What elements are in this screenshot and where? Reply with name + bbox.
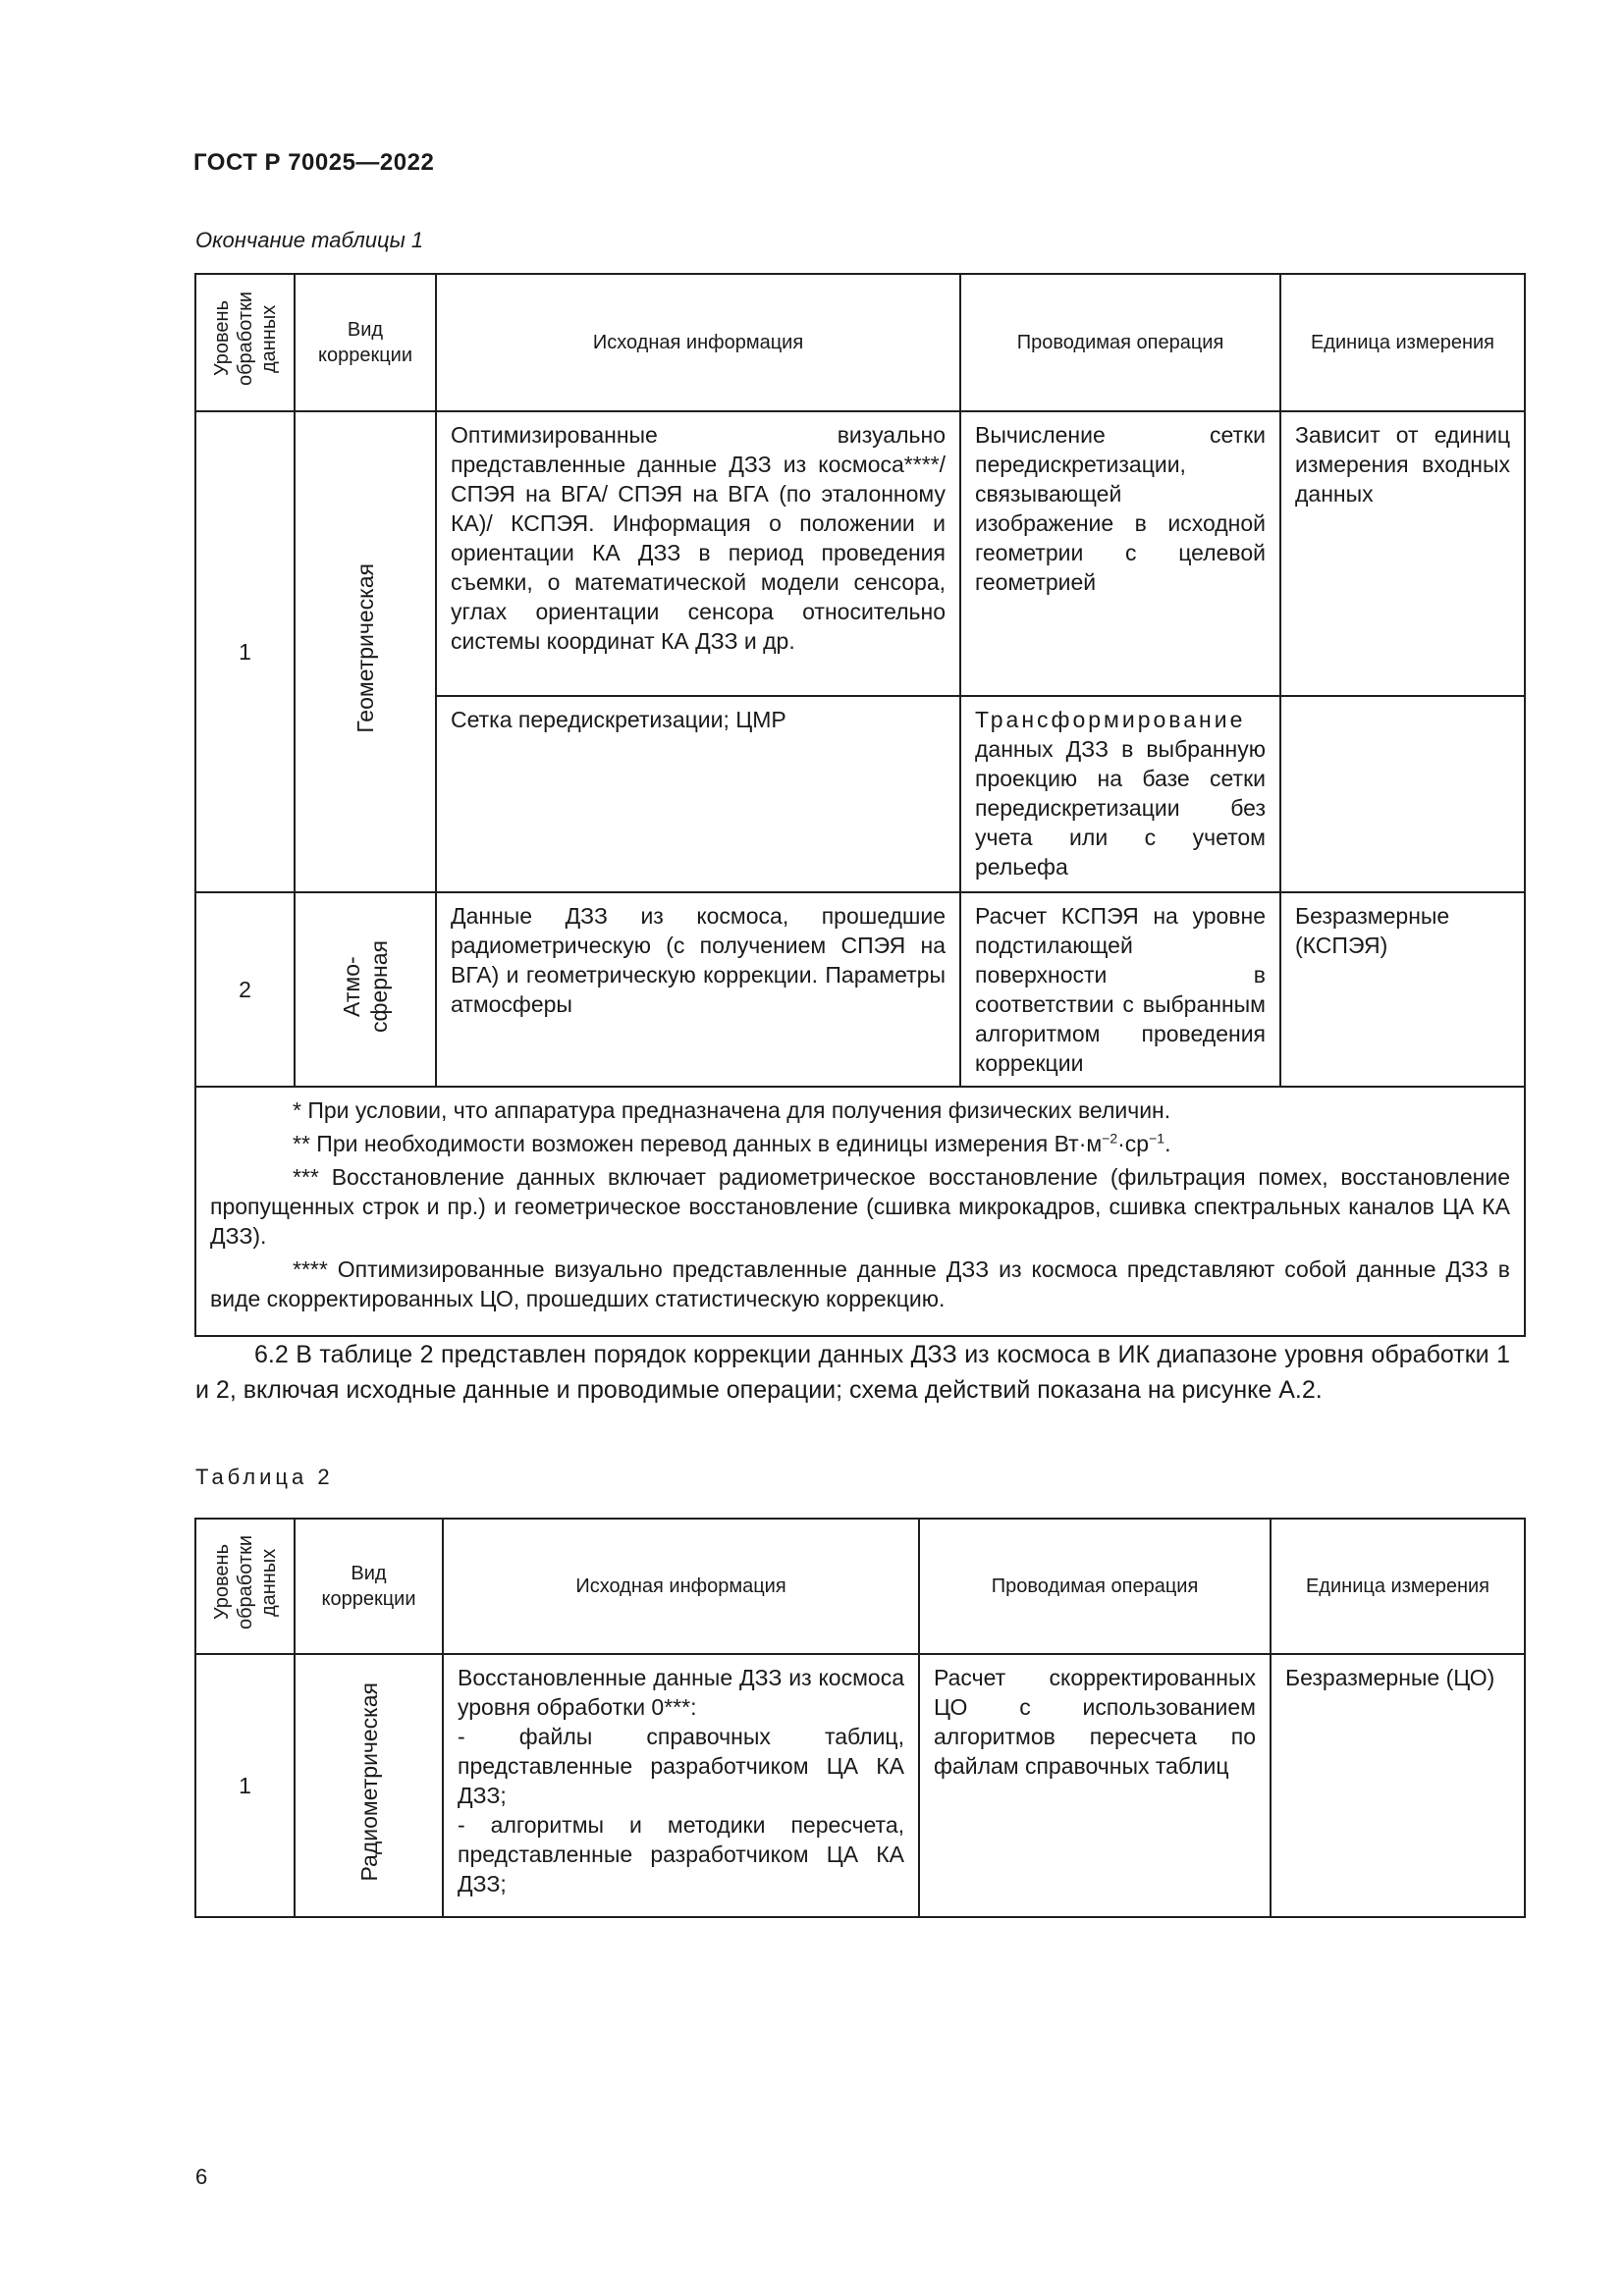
table1-row1-kind: Геометрическая [295, 411, 436, 892]
table1-row-2 [195, 892, 1525, 1087]
note-3: *** Восстановление данных включает радиометрическое восстановление (фильтрация помех, восстановление пропущенных строк и пр.) и геометрическое восстановление (сшивка микрокадров, сшивка спектральных каналов ЦА КА ДЗЗ). [210, 1164, 1510, 1249]
document-code-header: ГОСТ Р 70025—2022 [193, 149, 435, 176]
table2-caption: Таблица 2 [195, 1465, 334, 1489]
table2-row1-source: Восстановленные данные ДЗЗ из космоса уровня обработки 0***: - файлы справочных таблиц, представленные разработчиком ЦА КА ДЗЗ; - алгоритмы и методики пересчета, представленные разработчиком ЦА КА ДЗЗ; [443, 1654, 919, 1917]
note-1: * При условии, что аппаратура предназначена для получения физических величин. [293, 1097, 1171, 1123]
table2-header-kind: Вид коррекции [295, 1519, 443, 1654]
table1-header-level: Уровень обработки данных [195, 274, 295, 411]
table1-caption: Окончание таблицы 1 [195, 228, 424, 252]
table2-row1-kind: Радиометрическая [295, 1654, 443, 1917]
table1-row2-operation: Расчет КСПЭЯ на уровне подстилающей поверхности в соответствии с выбранным алгоритмом проведения коррекции [960, 892, 1280, 1087]
note-2: ** При необходимости возможен перевод данных в единицы измерения $Вт\cdot м^{-2}\cdot ср^{-1}$. [293, 1130, 1171, 1156]
table1-row2-source: Данные ДЗЗ из космоса, прошедшие радиометрическую (с получением СПЭЯ на ВГА) и геометрическую коррекции. Параметры атмосферы [436, 892, 960, 1087]
paragraph-6-2: 6.2 В таблице 2 представлен порядок коррекции данных ДЗЗ из космоса в ИК диапазоне уровня обработки 1 и 2, включая исходные данные и проводимые операции; схема действий показана на рисунке А.2. [195, 1341, 1510, 1404]
table1-header-operation: Проводимая операция [960, 274, 1280, 411]
table2-header-row [195, 1519, 1525, 1654]
table1-header-source: Исходная информация [436, 274, 960, 411]
table1-row2-level: 2 [195, 892, 295, 1087]
table1-row1a-source: Оптимизированные визуально представленные данные ДЗЗ из космоса****/СПЭЯ на ВГА/ СПЭЯ на ВГА (по эталонному КА)/ КСПЭЯ. Информация о положении и ориентации КА ДЗЗ в период проведения съемки, о математической модели сенсора, углах ориентации сенсора относительно системы координат КА ДЗЗ и др. [436, 411, 960, 696]
table1-row1b-operation: Трансформирование данных ДЗЗ в выбранную проекцию на базе сетки передискретизации без учета или с учетом рельефа [960, 696, 1280, 892]
table1-header-row [195, 274, 1525, 411]
table1-header-unit: Единица измерения [1280, 274, 1525, 411]
table1-header-kind: Вид коррекции [295, 274, 436, 411]
table1-row1a-operation: Вычисление сетки передискретизации, связывающей изображение в исходной геометрии с целевой геометрией [960, 411, 1280, 696]
table1-notes [195, 1087, 1525, 1336]
table2-row1-level: 1 [195, 1654, 295, 1917]
table1-row2-unit: Безразмерные (КСПЭЯ) [1280, 892, 1525, 1087]
table2-header-source: Исходная информация [443, 1519, 919, 1654]
table2-header-level: Уровень обработки данных [195, 1519, 295, 1654]
table1 [194, 273, 1526, 1337]
table1-notes-row [195, 1087, 1525, 1336]
table2-header-unit: Единица измерения [1271, 1519, 1525, 1654]
note-4: **** Оптимизированные визуально представленные данные ДЗЗ из космоса представляют собой данные ДЗЗ в виде скорректированных ЦО, прошедших статистическую коррекцию. [210, 1256, 1510, 1311]
table2-row1-operation: Расчет скорректированных ЦО с использованием алгоритмов пересчета по файлам справочных таблиц [919, 1654, 1271, 1917]
table1-row1a-unit: Зависит от единиц измерения входных данных [1280, 411, 1525, 696]
table2-row1-unit: Безразмерные (ЦО) [1271, 1654, 1525, 1917]
table1-row2-kind: Атмо- сферная [295, 892, 436, 1087]
page-number: 6 [195, 2164, 208, 2189]
table1-row-1a [195, 411, 1525, 696]
table2-header-operation: Проводимая операция [919, 1519, 1271, 1654]
table1-row1b-unit [1280, 696, 1525, 892]
table2 [194, 1518, 1526, 1918]
table2-row-1 [195, 1654, 1525, 1917]
table1-row1b-source: Сетка передискретизации; ЦМР [436, 696, 960, 892]
table1-row1-level: 1 [195, 411, 295, 892]
